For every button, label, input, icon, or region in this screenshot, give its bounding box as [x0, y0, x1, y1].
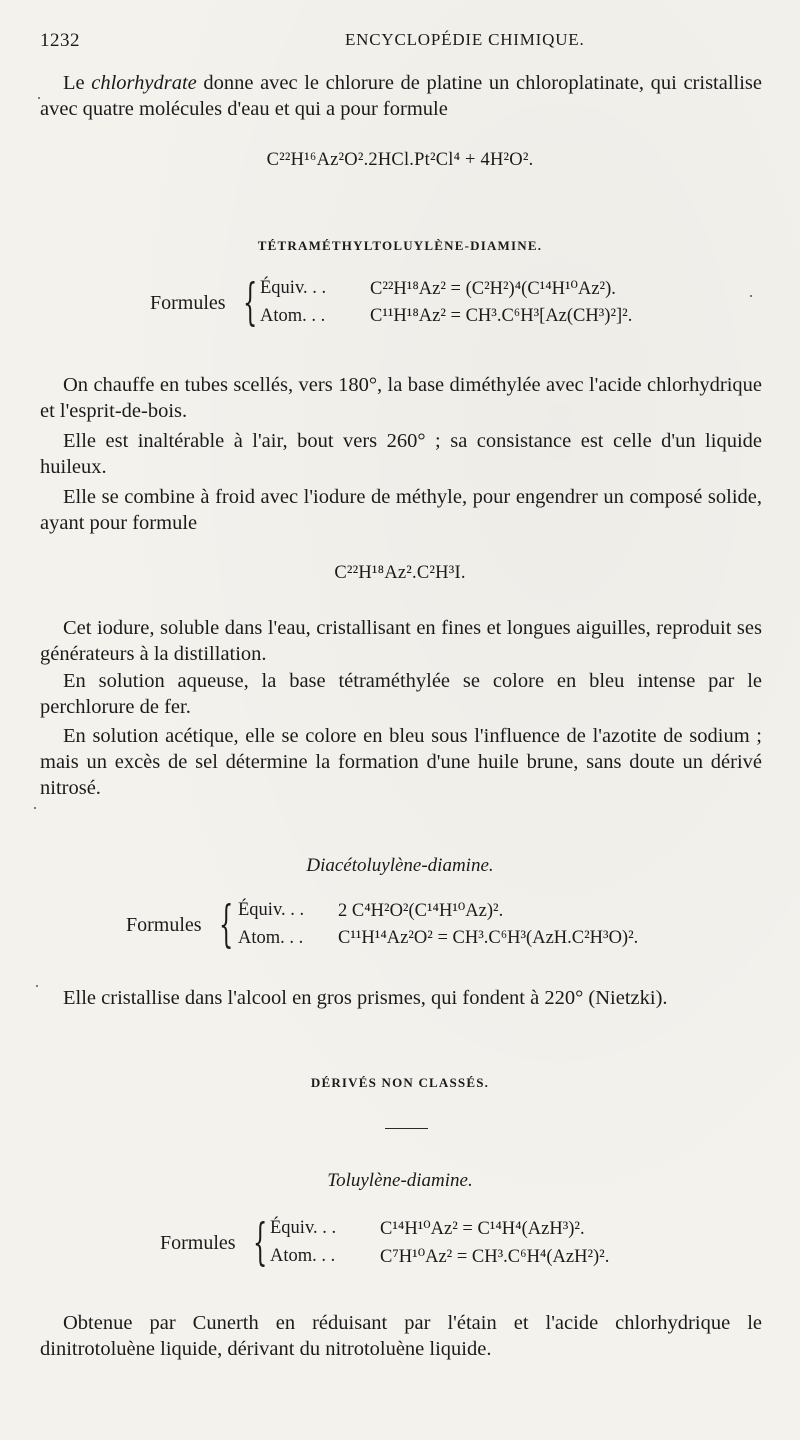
paragraph-aqueous-solution: En solution aqueuse, la base tétraméthylée se colore en bleu intense par le perchlorure de fer. [40, 670, 762, 718]
formulas-block-diacetoluylene [126, 895, 726, 954]
atom-label: Atom. . . [270, 1246, 336, 1266]
intro-text-before: Le [63, 72, 92, 94]
chloroplatinate-formula: C²²H¹⁶Az²O².2HCl.Pt²Cl⁴ + 4H²O². [266, 150, 534, 170]
paragraph-cunerth-preparation: Obtenue par Cunerth en réduisant par l'étain et l'acide chlorhydrique le dinitrotoluène liquide, dérivant du nitrotoluène liquide. [40, 1312, 762, 1360]
formulas-label: Formules [126, 914, 202, 936]
print-speck [38, 97, 40, 99]
atom-formula: C¹¹H¹⁸Az² = CH³.C⁶H³[Az(CH³)²]². [370, 306, 633, 326]
print-speck [750, 295, 752, 297]
print-speck [34, 807, 36, 809]
equiv-label: Équiv. . . [260, 278, 327, 298]
formulas-label: Formules [160, 1232, 236, 1254]
paragraph-stability: Elle est inaltérable à l'air, bout vers 260° ; sa consistance est celle d'un liquide huileux. [40, 430, 762, 478]
brace-icon: { [253, 1213, 268, 1271]
page-number: 1232 [40, 30, 80, 51]
intro-paragraph [40, 70, 762, 122]
paragraph-heating: On chauffe en tubes scellés, vers 180°, la base diméthylée avec l'acide chlorhydrique et l'esprit-de-bois. [40, 374, 762, 422]
print-speck [36, 985, 38, 987]
running-title: ENCYCLOPÉDIE CHIMIQUE. [345, 30, 585, 49]
brace-icon: { [219, 895, 234, 953]
atom-formula: C¹¹H¹⁴Az²O² = CH³.C⁶H³(AzH.C²H³O)². [338, 928, 639, 948]
equiv-formula: C²²H¹⁸Az² = (C²H²)⁴(C¹⁴H¹⁰Az²). [370, 279, 616, 299]
atom-label: Atom. . . [260, 306, 326, 326]
equiv-label: Équiv. . . [238, 900, 305, 920]
paragraph-acetic-solution: En solution acétique, elle se colore en bleu sous l'influence de l'azotite de sodium ; mais un excès de sel détermine la formation d'une huile brune, sans doute un dérivé nitrosé. [40, 725, 762, 799]
section-title-tetramethyl: TÉTRAMÉTHYLTOLUYLÈNE-DIAMINE. [257, 238, 543, 253]
section-title-unclassified-derivatives: DÉRIVÉS NON CLASSÉS. [310, 1075, 490, 1090]
formulas-block-tetramethyl [150, 273, 710, 332]
paragraph-iodide-combination: Elle se combine à froid avec l'iodure de méthyle, pour engendrer un composé solide, ayant pour formule [40, 486, 762, 534]
intro-italic-word: chlorhydrate [91, 72, 197, 94]
section-title-toluylene-diamine: Toluylène-diamine. [327, 1170, 473, 1191]
iodide-formula: C²²H¹⁸Az².C²H³I. [334, 563, 466, 583]
page-header [40, 30, 760, 54]
formulas-label: Formules [150, 292, 226, 314]
section-divider [385, 1128, 428, 1129]
section-title-diacetoluylene: Diacétoluylène-diamine. [306, 855, 494, 876]
equiv-formula: C¹⁴H¹⁰Az² = C¹⁴H⁴(AzH³)². [380, 1219, 585, 1239]
paragraph-iodide-properties: Cet iodure, soluble dans l'eau, cristallisant en fines et longues aiguilles, reproduit ses générateurs à la distillation. [40, 617, 762, 665]
formulas-block-toluylene [160, 1213, 680, 1272]
equiv-formula: 2 C⁴H²O²(C¹⁴H¹⁰Az)². [338, 901, 504, 921]
atom-label: Atom. . . [238, 928, 304, 948]
equiv-label: Équiv. . . [270, 1218, 337, 1238]
intro-text-after: donne avec le chlorure de platine un chloroplatinate, qui cristallise avec quatre molécules d'eau et qui a pour formule [40, 72, 762, 120]
paragraph-crystallisation: Elle cristallise dans l'alcool en gros prismes, qui fondent à 220° (Nietzki). [63, 987, 668, 1009]
brace-icon: { [243, 273, 258, 331]
atom-formula: C⁷H¹⁰Az² = CH³.C⁶H⁴(AzH²)². [380, 1247, 610, 1267]
